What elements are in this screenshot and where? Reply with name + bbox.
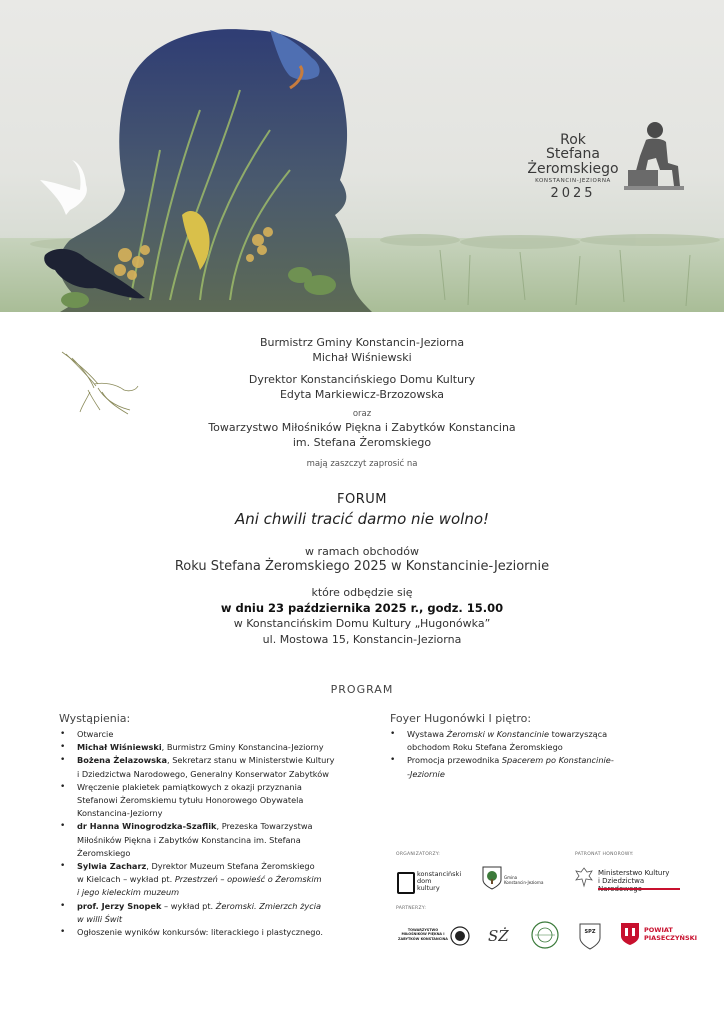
list-item: • Promocja przewodnika Spacerem po Konstancinie- -Jeziornie: [390, 754, 690, 780]
host-3-subtitle: im. Stefana Żeromskiego: [292, 436, 432, 449]
logo-line-3: Żeromskiego: [527, 161, 619, 177]
patron-label: PATRONAT HONOROWY:: [575, 852, 634, 857]
list-item: • Wręczenie plakietek pamiątkowych z okazji przyznania Stefanowi Żeromskiemu tytułu Honorowego Obywatela Konstancina-Jeziorny: [60, 781, 380, 821]
towarzystwo-seal-icon: [450, 926, 470, 946]
heron-illustration: [40, 160, 87, 215]
speeches-list: [60, 728, 380, 939]
event-subtitle: Ani chwili tracić darmo nie wolno!: [234, 510, 490, 528]
powiat-logo: [620, 922, 710, 950]
host-1-name: Michał Wiśniewski: [312, 351, 412, 364]
foyer-heading: Foyer Hugonówki I piętro:: [390, 712, 532, 725]
kdk-line-1: konstanciński: [417, 870, 462, 878]
list-item: • Wystawa Żeromski w Konstancinie towarzysząca obchodom Roku Stefana Żeromskiego: [390, 728, 690, 754]
gmina-line-2: Konstancin-Jeziorna: [504, 880, 544, 885]
foyer-list: [390, 728, 690, 781]
list-item: • Otwarcie: [60, 728, 380, 741]
invite-line: mają zaszczyt zaprosić na: [306, 459, 418, 469]
program-heading: PROGRAM: [330, 683, 394, 696]
anniversary-logo: [527, 132, 690, 201]
ministry-line-1: Ministerstwo Kultury: [598, 869, 670, 877]
list-item: • Michał Wiśniewski, Burmistrz Gminy Konstancina-Jeziorny: [60, 741, 380, 754]
ministry-logo: [574, 866, 684, 896]
gmina-logo: [482, 866, 552, 896]
host-2-name: Edyta Markiewicz-Brzozowska: [279, 388, 445, 401]
logo-line-1: Rok: [560, 132, 586, 148]
logo-line-2: Stefana: [546, 146, 600, 162]
kdk-line-2: dom: [417, 877, 432, 885]
header-illustration: [0, 0, 724, 312]
frame-line-1: w ramach obchodów: [305, 545, 419, 558]
venue-name: w Konstancińskim Domu Kultury „Hugonówka”: [233, 617, 491, 630]
gmina-line-1: Gmina: [504, 875, 518, 880]
ministry-line-2: i Dziedzictwa: [598, 877, 645, 885]
spz-text: SPZ: [584, 929, 596, 935]
library-badge-icon: [529, 920, 561, 950]
when-intro: które odbędzie się: [311, 586, 413, 599]
speeches-heading: Wystąpienia:: [59, 712, 131, 725]
logo-line-5: 2025: [550, 186, 596, 201]
partners-label: PARTNERZY:: [396, 906, 427, 911]
list-item: • prof. Jerzy Snopek – wykład pt. Żeromski. Zmierzch życia w willi Świt: [60, 900, 380, 926]
list-item: • Sylwia Zacharz, Dyrektor Muzeum Stefana Żeromskiego w Kielcach – wykład pt. Przestrzeń – opowieść o Żeromskim i jego kieleckim muzeum: [60, 860, 380, 900]
organizers-label: ORGANIZATORZY:: [396, 852, 441, 857]
list-item: • dr Hanna Winogrodzka-Szaflik, Prezeska Towarzystwa Miłośników Piękna i Zabytków Konstancina im. Stefana Żeromskiego: [60, 820, 380, 860]
ministry-underline: [598, 888, 680, 890]
host-1-title: Burmistrz Gminy Konstancin-Jeziorna: [259, 336, 465, 349]
frame-line-2: Roku Stefana Żeromskiego 2025 w Konstancinie-Jeziornie: [174, 559, 550, 574]
powiat-line-2: PIASECZYŃSKI: [644, 934, 698, 942]
towarzystwo-logo: [398, 924, 470, 950]
list-item: • Ogłoszenie wyników konkursów: literackiego i plastycznego.: [60, 926, 380, 939]
towarzystwo-text: TOWARZYSTWO MIŁOŚNIKÓW PIĘKNA I ZABYTKÓW KONSTANCINA: [398, 928, 448, 941]
spz-badge: [578, 922, 602, 950]
kdk-logo-icon: [397, 872, 415, 894]
kdk-logo: [397, 870, 467, 894]
powiat-line-1: POWIAT: [644, 926, 673, 934]
venue-address: ul. Mostowa 15, Konstancin-Jeziorna: [262, 633, 462, 646]
logo-line-4: KONSTANCIN-JEZIORNA: [535, 178, 611, 184]
head-silhouette: [59, 29, 372, 312]
eagle-emblem-icon: [574, 866, 594, 888]
event-title: FORUM: [337, 492, 387, 507]
kdk-line-3: kultury: [417, 884, 440, 892]
host-2-title: Dyrektor Konstancińskiego Domu Kultury: [248, 373, 476, 386]
powiat-crest-icon: [620, 922, 640, 946]
spz-shield-icon: [578, 922, 602, 950]
event-date: w dniu 23 października 2025 r., godz. 15.00: [220, 601, 504, 615]
sz-monogram: SŻ: [488, 927, 509, 945]
host-3-title: Towarzystwo Miłośników Piękna i Zabytków Konstancina: [208, 421, 516, 434]
conjunction: oraz: [352, 409, 372, 419]
list-item: • Bożena Żelazowska, Sekretarz stanu w Ministerstwie Kultury i Dziedzictwa Narodowego, Generalny Konserwator Zabytków: [60, 754, 380, 780]
gmina-crest-icon: [482, 866, 502, 890]
